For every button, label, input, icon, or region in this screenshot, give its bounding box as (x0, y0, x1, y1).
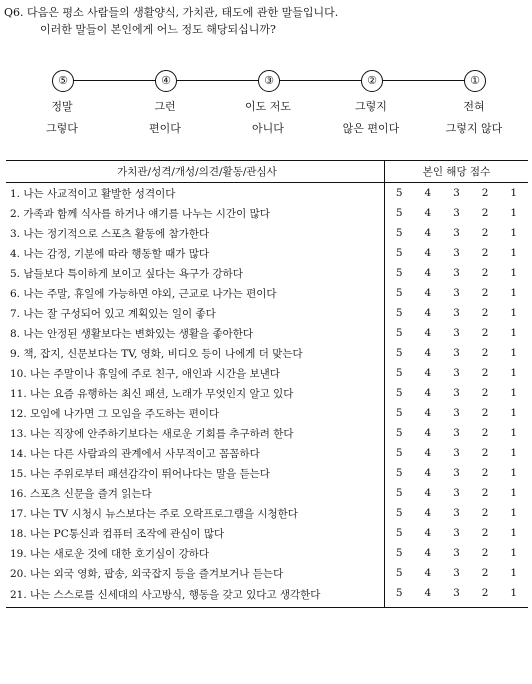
score-option-3[interactable]: 3 (453, 327, 460, 339)
score-option-2[interactable]: 2 (481, 367, 489, 379)
score-option-5[interactable]: 5 (395, 467, 403, 479)
item-text: 15. 나는 주위로부터 패션감각이 뛰어나다는 말을 듣는다 (6, 463, 384, 483)
item-text: 18. 나는 PC통신과 컴퓨터 조작에 관심이 많다 (6, 523, 384, 543)
scale-mark-1: ① (464, 70, 486, 92)
scale-mark-4: ④ (155, 70, 177, 92)
rating-table (6, 160, 528, 608)
score-option-2[interactable]: 2 (481, 567, 489, 579)
table-row (6, 403, 528, 423)
question-text (4, 4, 338, 38)
score-option-1[interactable]: 1 (510, 307, 518, 319)
score-option-2[interactable]: 2 (481, 347, 489, 359)
score-option-4[interactable]: 4 (424, 367, 432, 379)
score-option-1[interactable]: 1 (510, 267, 518, 279)
score-option-3[interactable]: 3 (453, 227, 460, 239)
score-option-3[interactable]: 3 (453, 567, 460, 579)
table-row (6, 303, 528, 323)
scale-label-5 (12, 96, 112, 140)
score-option-5[interactable]: 5 (395, 267, 403, 279)
score-option-1[interactable]: 1 (510, 407, 518, 419)
table-row (6, 483, 528, 503)
score-option-5[interactable]: 5 (395, 307, 403, 319)
score-option-3[interactable]: 3 (453, 467, 460, 479)
table-row (6, 363, 528, 383)
score-option-5[interactable]: 5 (384, 583, 413, 608)
score-option-2[interactable]: 2 (481, 487, 489, 499)
rating-scale (0, 70, 532, 140)
score-option-3[interactable]: 3 (453, 367, 460, 379)
score-option-4[interactable]: 4 (424, 547, 432, 559)
item-text: 3. 나는 정기적으로 스포츠 활동에 참가한다 (6, 223, 384, 243)
scale-label-4-line2: 편이다 (149, 122, 181, 135)
score-option-2[interactable]: 2 (481, 267, 489, 279)
item-text: 13. 나는 직장에 안주하기보다는 새로운 기회를 추구하려 한다 (6, 423, 384, 443)
scale-label-2-line2: 않은 편이다 (342, 122, 400, 135)
score-option-5[interactable]: 5 (395, 347, 403, 359)
table-row (6, 583, 528, 608)
score-option-5[interactable]: 5 (395, 367, 403, 379)
item-text: 5. 남들보다 특이하게 보이고 싶다는 욕구가 강하다 (6, 263, 384, 283)
score-option-2[interactable]: 2 (481, 447, 489, 459)
score-option-3[interactable]: 3 (453, 187, 460, 199)
table-row (6, 203, 528, 223)
score-option-3[interactable]: 3 (453, 427, 460, 439)
item-text: 12. 모임에 나가면 그 모임을 주도하는 편이다 (6, 403, 384, 423)
item-text: 9. 책, 잡지, 신문보다는 TV, 영화, 비디오 등이 나에게 더 맞는다 (6, 343, 384, 363)
table-row (6, 343, 528, 363)
item-text: 14. 나는 다른 사람과의 관계에서 사무적이고 꼼꼼하다 (6, 443, 384, 463)
score-option-2[interactable]: 2 (481, 467, 489, 479)
score-option-4[interactable]: 4 (424, 407, 432, 419)
score-option-3[interactable]: 3 (453, 447, 460, 459)
score-option-1[interactable]: 1 (510, 347, 518, 359)
score-option-1[interactable]: 1 (510, 207, 518, 219)
score-option-3[interactable]: 3 (453, 207, 460, 219)
score-option-5[interactable]: 5 (395, 427, 403, 439)
score-option-4[interactable]: 4 (424, 467, 432, 479)
table-row (6, 323, 528, 343)
score-option-5[interactable]: 5 (395, 487, 403, 499)
score-option-4[interactable]: 4 (424, 347, 432, 359)
score-option-4[interactable]: 4 (424, 187, 432, 199)
table-row (6, 463, 528, 483)
scale-label-1-line1: 전혀 (463, 100, 485, 113)
scale-label-2-line1: 그렇지 (355, 100, 387, 113)
score-option-2[interactable]: 2 (481, 187, 489, 199)
scale-label-2 (321, 96, 421, 140)
table-row (6, 383, 528, 403)
score-option-4[interactable]: 4 (424, 427, 432, 439)
score-option-1[interactable]: 1 (510, 367, 518, 379)
score-option-1[interactable]: 1 (510, 547, 518, 559)
score-option-4[interactable]: 4 (424, 447, 432, 459)
item-text: 2. 가족과 함께 식사를 하거나 얘기를 나누는 시간이 많다 (6, 203, 384, 223)
item-text: 11. 나는 요즘 유행하는 최신 패션, 노래가 무엇인지 알고 있다 (6, 383, 384, 403)
score-option-1[interactable]: 1 (510, 567, 518, 579)
scale-mark-5: ⑤ (52, 70, 74, 92)
table-row (6, 283, 528, 303)
header-score: 본인 해당 점수 (384, 161, 528, 183)
scale-label-4-line1: 그런 (154, 100, 176, 113)
score-option-4[interactable]: 4 (424, 207, 432, 219)
score-option-3[interactable]: 3 (453, 387, 460, 399)
question-line-1: Q6. 다음은 평소 사람들의 생활양식, 가치관, 태도에 관한 말들입니다. (4, 6, 339, 19)
score-option-4[interactable]: 4 (424, 327, 432, 339)
score-option-3[interactable]: 3 (442, 583, 471, 608)
score-option-3[interactable]: 3 (453, 487, 460, 499)
scale-label-3-line2: 아니다 (252, 122, 284, 135)
score-option-5[interactable]: 5 (395, 327, 403, 339)
table-row (6, 543, 528, 563)
score-option-2[interactable]: 2 (481, 227, 489, 239)
score-option-3[interactable]: 3 (453, 267, 460, 279)
item-text: 21. 나는 스스로를 신세대의 사고방식, 행동을 갖고 있다고 생각한다 (6, 583, 384, 608)
score-option-1[interactable]: 1 (510, 527, 518, 539)
scale-label-3-line1: 이도 저도 (244, 100, 291, 113)
scale-mark-3: ③ (258, 70, 280, 92)
score-option-1[interactable]: 1 (499, 583, 528, 608)
table-header-row (6, 161, 528, 183)
scale-label-1 (424, 96, 524, 140)
item-text: 1. 나는 사교적이고 활발한 성격이다 (6, 183, 384, 204)
score-option-5[interactable]: 5 (395, 227, 403, 239)
score-option-5[interactable]: 5 (395, 527, 403, 539)
score-option-3[interactable]: 3 (453, 287, 460, 299)
score-option-2[interactable]: 2 (481, 527, 489, 539)
score-option-4[interactable]: 4 (424, 527, 432, 539)
score-option-2[interactable]: 2 (481, 407, 489, 419)
item-text: 16. 스포츠 신문을 즐겨 읽는다 (6, 483, 384, 503)
score-option-4[interactable]: 4 (424, 307, 432, 319)
item-text: 17. 나는 TV 시청시 뉴스보다는 주로 오락프로그램을 시청한다 (6, 503, 384, 523)
score-option-5[interactable]: 5 (395, 207, 403, 219)
score-option-4[interactable]: 4 (424, 247, 432, 259)
item-text: 19. 나는 새로운 것에 대한 호기심이 강하다 (6, 543, 384, 563)
score-option-1[interactable]: 1 (510, 507, 518, 519)
table-row (6, 263, 528, 283)
score-option-2[interactable]: 2 (481, 387, 489, 399)
score-option-1[interactable]: 1 (510, 487, 518, 499)
header-category: 가치관/성격/개성/의견/활동/관심사 (6, 161, 384, 183)
table-row (6, 423, 528, 443)
table-row (6, 183, 528, 204)
score-option-3[interactable]: 3 (453, 347, 460, 359)
score-option-5[interactable]: 5 (395, 247, 403, 259)
score-option-1[interactable]: 1 (510, 247, 518, 259)
item-text: 10. 나는 주말이나 휴일에 주로 친구, 애인과 시간을 보낸다 (6, 363, 384, 383)
scale-label-1-line2: 그렇지 않다 (445, 122, 503, 135)
score-option-3[interactable]: 3 (453, 307, 460, 319)
score-option-4[interactable]: 4 (414, 583, 443, 608)
item-text: 8. 나는 안정된 생활보다는 변화있는 생활을 좋아한다 (6, 323, 384, 343)
score-option-5[interactable]: 5 (395, 507, 403, 519)
scale-label-3 (218, 96, 318, 140)
score-option-5[interactable]: 5 (395, 567, 403, 579)
item-text: 7. 나는 잘 구성되어 있고 계획있는 일이 좋다 (6, 303, 384, 323)
score-option-5[interactable]: 5 (395, 387, 403, 399)
question-line-2: 이러한 말들이 본인에게 어느 정도 해당되십니까? (40, 23, 276, 36)
score-option-1[interactable]: 1 (510, 447, 518, 459)
score-option-4[interactable]: 4 (424, 387, 432, 399)
item-text: 6. 나는 주말, 휴일에 가능하면 야외, 근교로 나가는 편이다 (6, 283, 384, 303)
score-option-5[interactable]: 5 (395, 547, 403, 559)
score-option-3[interactable]: 3 (453, 407, 460, 419)
score-option-3[interactable]: 3 (453, 547, 460, 559)
score-option-4[interactable]: 4 (424, 227, 432, 239)
score-option-2[interactable]: 2 (481, 247, 489, 259)
score-option-2[interactable]: 2 (481, 547, 489, 559)
score-option-5[interactable]: 5 (395, 407, 403, 419)
score-option-1[interactable]: 1 (510, 427, 518, 439)
score-option-5[interactable]: 5 (395, 187, 403, 199)
score-option-3[interactable]: 3 (453, 507, 460, 519)
table-body (6, 183, 528, 608)
scale-label-5-line2: 그렇다 (46, 122, 78, 135)
table-row (6, 243, 528, 263)
score-option-1[interactable]: 1 (510, 227, 518, 239)
score-option-2[interactable]: 2 (481, 427, 489, 439)
score-option-4[interactable]: 4 (424, 287, 432, 299)
table-row (6, 523, 528, 543)
score-option-4[interactable]: 4 (424, 487, 432, 499)
score-option-3[interactable]: 3 (453, 247, 460, 259)
score-option-1[interactable]: 1 (510, 467, 518, 479)
score-option-2[interactable]: 2 (481, 507, 489, 519)
table-row (6, 223, 528, 243)
score-option-5[interactable]: 5 (395, 287, 403, 299)
score-option-4[interactable]: 4 (424, 507, 432, 519)
score-option-3[interactable]: 3 (453, 527, 460, 539)
table-row (6, 503, 528, 523)
score-option-4[interactable]: 4 (424, 267, 432, 279)
scale-label-4 (115, 96, 215, 140)
score-option-2[interactable]: 2 (481, 207, 489, 219)
score-option-2[interactable]: 2 (481, 307, 489, 319)
score-option-1[interactable]: 1 (510, 187, 518, 199)
scale-label-5-line1: 정말 (51, 100, 73, 113)
score-option-1[interactable]: 1 (510, 327, 518, 339)
score-option-1[interactable]: 1 (510, 287, 518, 299)
score-option-5[interactable]: 5 (395, 447, 403, 459)
score-option-1[interactable]: 1 (510, 387, 518, 399)
score-option-2[interactable]: 2 (481, 287, 489, 299)
scale-mark-2: ② (361, 70, 383, 92)
score-option-2[interactable]: 2 (471, 583, 500, 608)
table-row (6, 443, 528, 463)
score-option-2[interactable]: 2 (481, 327, 489, 339)
item-text: 20. 나는 외국 영화, 팝송, 외국잡지 등을 즐겨보거나 듣는다 (6, 563, 384, 583)
item-text: 4. 나는 감정, 기분에 따라 행동할 때가 많다 (6, 243, 384, 263)
score-option-4[interactable]: 4 (424, 567, 432, 579)
table-row (6, 563, 528, 583)
